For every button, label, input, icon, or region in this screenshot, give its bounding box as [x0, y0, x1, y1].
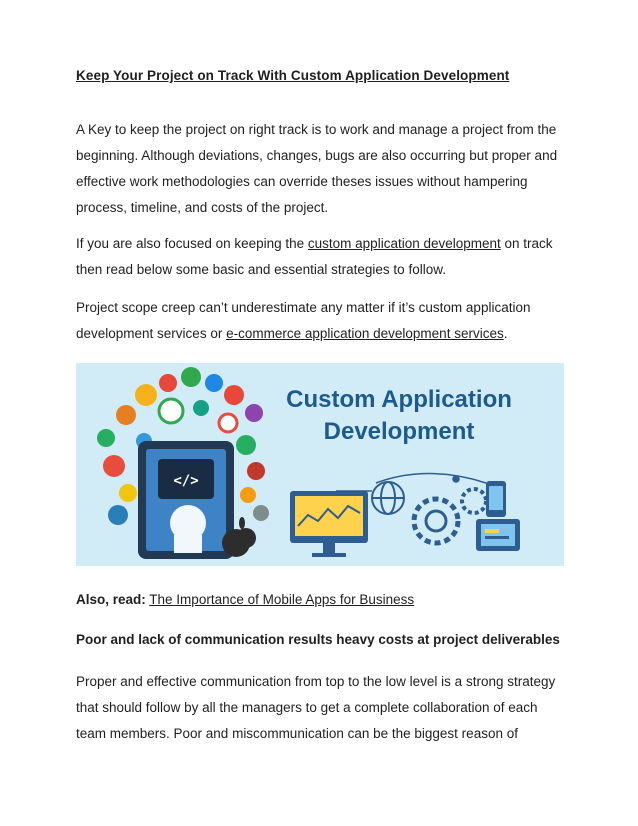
bubble-icon	[236, 435, 256, 455]
bubble-icon	[135, 384, 157, 406]
paragraph-focus-text-after: on track then read below some basic and essential strategies to follow.	[76, 236, 553, 277]
banner-title-line1: Custom Application	[286, 386, 512, 413]
ecommerce-app-dev-link[interactable]: e-commerce application development services	[226, 326, 504, 341]
bubble-icon	[159, 374, 177, 392]
globe-icon	[372, 482, 404, 514]
paragraph-intro: A Key to keep the project on right track is to work and manage a project from the beginning. Although deviations, changes, bugs are also occurring but proper and effective work methodologies can override theses issues without hampering process, timeline, and costs of the project.	[76, 122, 558, 215]
joomla-icon	[219, 414, 237, 432]
custom-app-dev-link[interactable]: custom application development	[307, 236, 501, 251]
bubble-icon	[116, 405, 136, 425]
small-gear-icon	[462, 489, 486, 513]
paragraph-focus-text-before: If you are also focused on keeping the	[76, 236, 308, 251]
bubble-icon	[181, 367, 201, 387]
paragraph-focus	[76, 231, 568, 283]
bubble-icon	[253, 505, 269, 521]
paragraph-communication: Proper and effective communication from top to the low level is a strong strategy that should follow by all the managers to get a complete collaboration of each team members. Poor and miscommunication can be the biggest reason of	[76, 674, 556, 741]
bubble-icon	[119, 484, 137, 502]
section-heading-communication: Poor and lack of communication results heavy costs at project deliverables	[76, 632, 560, 647]
network-lines	[336, 474, 486, 491]
also-read-line	[76, 587, 568, 613]
heart-icon	[224, 385, 244, 405]
phone-icon	[486, 481, 506, 517]
code-glyph: </>	[173, 473, 199, 489]
tablet-device	[138, 441, 234, 559]
also-read-label: Also, read:	[76, 592, 146, 607]
paragraph-scope	[76, 295, 568, 347]
bubble-icon	[205, 374, 223, 392]
css3-icon	[108, 505, 128, 525]
wordpress-icon	[159, 399, 183, 423]
paragraph-scope-text-after: .	[503, 326, 508, 341]
custom-app-dev-banner	[76, 363, 564, 566]
html5-icon	[103, 455, 125, 477]
bubble-icon	[240, 487, 256, 503]
tablet-card-icon	[476, 519, 520, 551]
bubble-icon	[193, 400, 209, 416]
banner-title-line2: Development	[323, 418, 475, 445]
paragraph-scope-text-before: Project scope creep can’t underestimate any matter if it’s custom application development services or	[76, 300, 531, 341]
magento-icon	[247, 462, 265, 480]
banner-illustration	[76, 363, 564, 566]
bubble-icon	[245, 404, 263, 422]
gear-icon	[414, 499, 458, 543]
monitor-chart-icon	[290, 491, 368, 557]
bubble-icon	[97, 429, 115, 447]
mobile-apps-link[interactable]: The Importance of Mobile Apps for Business	[149, 592, 415, 607]
document-title: Keep Your Project on Track With Custom Application Development	[76, 68, 510, 83]
head-silhouette-neck	[174, 535, 202, 553]
